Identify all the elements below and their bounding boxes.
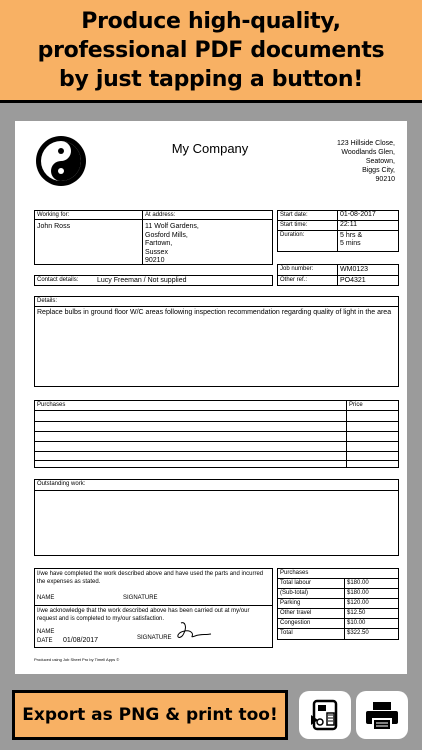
- company-address: [337, 139, 395, 184]
- address-line: Gosford Mills,: [145, 231, 188, 239]
- name-label: NAME: [37, 595, 55, 601]
- other-ref-label: Other ref.:: [280, 277, 308, 283]
- schedule-box: [277, 210, 399, 252]
- address-line: 90210: [145, 257, 165, 264]
- other-ref-value: PO4321: [340, 277, 366, 284]
- totals-row-value: $120.00: [347, 600, 369, 606]
- totals-row-value: $180.00: [347, 590, 369, 596]
- totals-row-value: $180.00: [347, 580, 369, 586]
- contact-box: [34, 275, 273, 286]
- address-line: 11 Wolf Gardens,: [145, 223, 199, 230]
- job-number-label: Job number:: [280, 266, 314, 272]
- totals-row-label: Total labour: [280, 580, 312, 586]
- duration-line: 5 hrs &: [340, 232, 363, 239]
- promo-line-1: Produce high-quality,: [81, 8, 341, 34]
- signature-scribble-icon: [175, 619, 215, 641]
- company-name: My Company: [171, 141, 249, 156]
- export-cta-label: Export as PNG & print too!: [22, 705, 278, 725]
- export-image-icon: [308, 698, 342, 732]
- client-box: [34, 210, 273, 265]
- address-line: 90210: [375, 176, 395, 183]
- working-for-label: Working for:: [37, 212, 70, 218]
- signature-label: SIGNATURE: [123, 595, 158, 601]
- at-address-label: At address:: [145, 212, 176, 218]
- address-line: Woodlands Glen,: [341, 149, 395, 156]
- start-time-label: Start time:: [280, 222, 308, 228]
- totals-row-label: Total: [280, 630, 293, 636]
- totals-row-label: Congestion: [280, 620, 311, 626]
- totals-row-label: Parking: [280, 600, 301, 606]
- totals-row-value: $12.50: [347, 610, 366, 616]
- outstanding-work-box: [34, 479, 399, 556]
- totals-header: Purchases: [280, 570, 309, 576]
- signoff-box: [34, 568, 273, 648]
- totals-row-label: (Sub-total): [280, 590, 309, 596]
- purchases-header: Purchases: [37, 402, 66, 408]
- reference-box: [277, 264, 399, 286]
- totals-row-value: $322.50: [347, 630, 369, 636]
- at-address-value: [145, 223, 199, 266]
- purchases-table: [34, 400, 399, 468]
- totals-table: [277, 568, 399, 640]
- start-time-value: 22:11: [340, 221, 357, 228]
- print-button[interactable]: [356, 691, 408, 739]
- start-date-label: Start date:: [280, 212, 308, 218]
- contact-value: Lucy Freeman / Not supplied: [97, 277, 187, 284]
- promo-headline: [38, 7, 385, 94]
- address-line: Biggs City,: [362, 167, 395, 174]
- address-line: Fartown,: [145, 240, 173, 247]
- start-date-value: 01-08-2017: [340, 211, 376, 218]
- promo-banner: [0, 0, 422, 103]
- details-box: [34, 296, 399, 387]
- acknowledge-statement: I/we acknowledge that the work described above has been carried out at my/our request and is completed to my/our satisfaction.: [37, 608, 250, 622]
- signature-label-2: SIGNATURE: [137, 635, 172, 641]
- address-line: Sussex: [145, 248, 168, 256]
- date-value: 01/08/2017: [63, 637, 99, 644]
- outstanding-label: Outstanding work:: [37, 481, 86, 487]
- date-label: DATE: [37, 638, 53, 644]
- footer-note: Produced using Job Sheet Pro by Timell Apps ©: [34, 657, 120, 662]
- export-cta-button[interactable]: [12, 690, 288, 740]
- promo-line-3: by just tapping a button!: [59, 66, 363, 92]
- job-sheet-document: [15, 121, 407, 674]
- contact-label: Contact details:: [37, 277, 79, 283]
- duration-line: 5 mins: [340, 240, 361, 247]
- details-text: Replace bulbs in ground floor W/C areas following inspection recommendation regarding quality of light in the area: [37, 309, 392, 316]
- working-for-value: John Ross: [37, 223, 71, 230]
- completed-statement: I/we have completed the work described above and have used the parts and incurred the expenses as stated.: [37, 571, 264, 585]
- totals-row-label: Other travel: [280, 610, 312, 616]
- name-label-2: NAME: [37, 629, 55, 635]
- job-number-value: WM0123: [340, 266, 369, 273]
- promo-line-2: professional PDF documents: [37, 37, 385, 63]
- export-image-button[interactable]: [299, 691, 351, 739]
- totals-header-cell: [344, 569, 398, 578]
- printer-icon: [365, 700, 399, 730]
- yin-yang-logo-icon: [35, 135, 87, 187]
- address-line: 123 Hillside Close,: [337, 140, 395, 147]
- price-header: Price: [349, 402, 363, 408]
- details-label: Details:: [37, 298, 58, 304]
- address-line: Seatown,: [365, 158, 395, 165]
- totals-row-value: $10.00: [347, 620, 366, 626]
- duration-value: [340, 232, 362, 248]
- duration-label: Duration:: [280, 232, 305, 238]
